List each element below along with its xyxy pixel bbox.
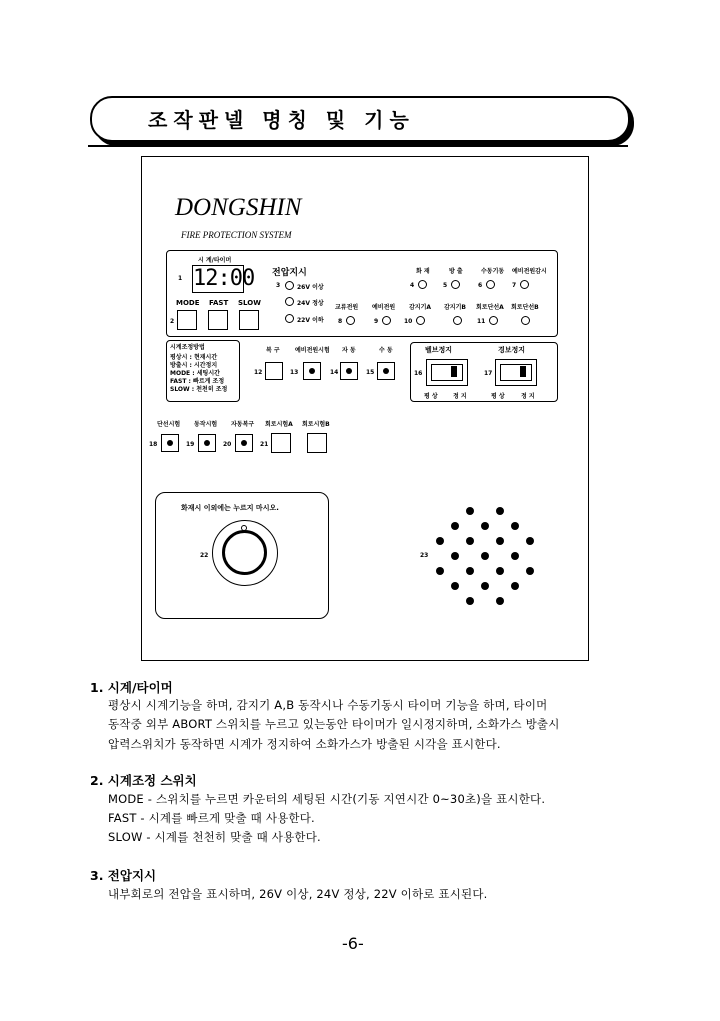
backup-power-monitor-led: [520, 280, 529, 289]
circuit-break-b-led: [521, 316, 530, 325]
clock-help-line: MODE : 세팅시간: [170, 370, 220, 377]
detector-b-led: [453, 316, 462, 325]
manual-button[interactable]: [377, 362, 395, 380]
speaker-hole: [481, 582, 489, 590]
alarm-stop-switch[interactable]: [495, 359, 537, 386]
speaker-hole: [496, 507, 504, 515]
speaker-hole: [481, 552, 489, 560]
clock-help-line: 시계조정방법: [170, 344, 205, 351]
speaker-hole: [481, 522, 489, 530]
speaker-hole: [451, 552, 459, 560]
discharge-led: [451, 280, 460, 289]
speaker-hole: [466, 597, 474, 605]
speaker-hole: [496, 537, 504, 545]
brand-tagline: FIRE PROTECTION SYSTEM: [181, 230, 292, 240]
section-line: 동작중 외부 ABORT 스위치를 누르고 있는동안 타이머가 일시정지하며, 소화가스 방출시: [108, 717, 560, 731]
operation-test-button[interactable]: [198, 434, 216, 452]
clock-label: 시 계/타이머: [198, 257, 232, 264]
circuit-test-a-button[interactable]: [271, 433, 291, 453]
disconnect-test-button[interactable]: [161, 434, 179, 452]
voltage-26v-led: [285, 281, 294, 290]
brand-logo: DONGSHIN: [175, 194, 302, 221]
section-heading: 3. 전압지시: [90, 868, 157, 883]
speaker-hole: [466, 537, 474, 545]
backup-power-led: [382, 316, 391, 325]
slow-button[interactable]: [239, 310, 259, 330]
clock-display: 12:00: [193, 266, 255, 291]
speaker-hole: [451, 582, 459, 590]
voltage-24v-led: [285, 297, 294, 306]
backup-power-test-button[interactable]: [303, 362, 321, 380]
voltage-22v-led: [285, 314, 294, 323]
fast-button[interactable]: [208, 310, 228, 330]
clock-help-line: FAST : 빠르게 조정: [170, 378, 225, 385]
section-line: SLOW - 시계를 천천히 맞출 때 사용한다.: [108, 830, 321, 844]
detector-a-led: [416, 316, 425, 325]
manual-start-led: [486, 280, 495, 289]
clock-help-line: SLOW : 천천히 조정: [170, 386, 228, 393]
speaker-hole: [511, 552, 519, 560]
speaker-hole: [496, 567, 504, 575]
section-line: 평상시 시계기능을 하며, 감지기 A,B 동작시나 수동기동시 타이머 기능을 하며, 타이머: [108, 698, 548, 712]
circuit-break-a-led: [489, 316, 498, 325]
speaker-hole: [451, 522, 459, 530]
speaker-hole: [511, 522, 519, 530]
fast-label: FAST: [209, 299, 229, 307]
title-underline: [88, 145, 628, 147]
speaker-hole: [436, 537, 444, 545]
valve-stop-switch[interactable]: [426, 359, 468, 386]
buzzer-speaker: [430, 505, 540, 610]
speaker-hole: [526, 567, 534, 575]
page-number: -6-: [342, 934, 364, 953]
speaker-hole: [466, 507, 474, 515]
reset-button[interactable]: [265, 362, 283, 380]
abort-knob[interactable]: [212, 520, 278, 586]
circuit-test-b-button[interactable]: [307, 433, 327, 453]
fire-led: [418, 280, 427, 289]
section-line: 압력스위치가 동작하면 시계가 정지하여 소화가스가 방출된 시각을 표시한다.: [108, 737, 501, 751]
section-line: FAST - 시계를 빠르게 맞출 때 사용한다.: [108, 811, 315, 825]
mode-button[interactable]: [177, 310, 197, 330]
slow-label: SLOW: [238, 299, 261, 307]
speaker-hole: [496, 597, 504, 605]
knob-warning: 화재시 이외에는 누르지 마시오.: [181, 504, 279, 512]
clock-num: 1: [178, 275, 183, 282]
speaker-hole: [526, 537, 534, 545]
speaker-hole: [436, 567, 444, 575]
section-heading: 1. 시계/타이머: [90, 680, 173, 695]
voltage-title: 전압지시: [272, 268, 307, 278]
section-line: 내부회로의 전압을 표시하며, 26V 이상, 24V 정상, 22V 이하로 표시된다.: [108, 887, 488, 901]
auto-button[interactable]: [340, 362, 358, 380]
clock-help-line: 평상시 : 현재시간: [170, 354, 218, 361]
ac-power-led: [346, 316, 355, 325]
clock-help-line: 방출시 : 시간정지: [170, 362, 218, 369]
section-line: MODE - 스위치를 누르면 카운터의 세팅된 시간(기동 지연시간 0~30초)을 표시한다.: [108, 792, 546, 806]
section-heading: 2. 시계조정 스위치: [90, 773, 197, 788]
mode-num: 2: [170, 318, 175, 325]
speaker-hole: [511, 582, 519, 590]
auto-recovery-button[interactable]: [235, 434, 253, 452]
speaker-hole: [466, 567, 474, 575]
page-title: 조작판넬 명칭 및 기능: [148, 108, 415, 132]
mode-label: MODE: [176, 299, 200, 307]
